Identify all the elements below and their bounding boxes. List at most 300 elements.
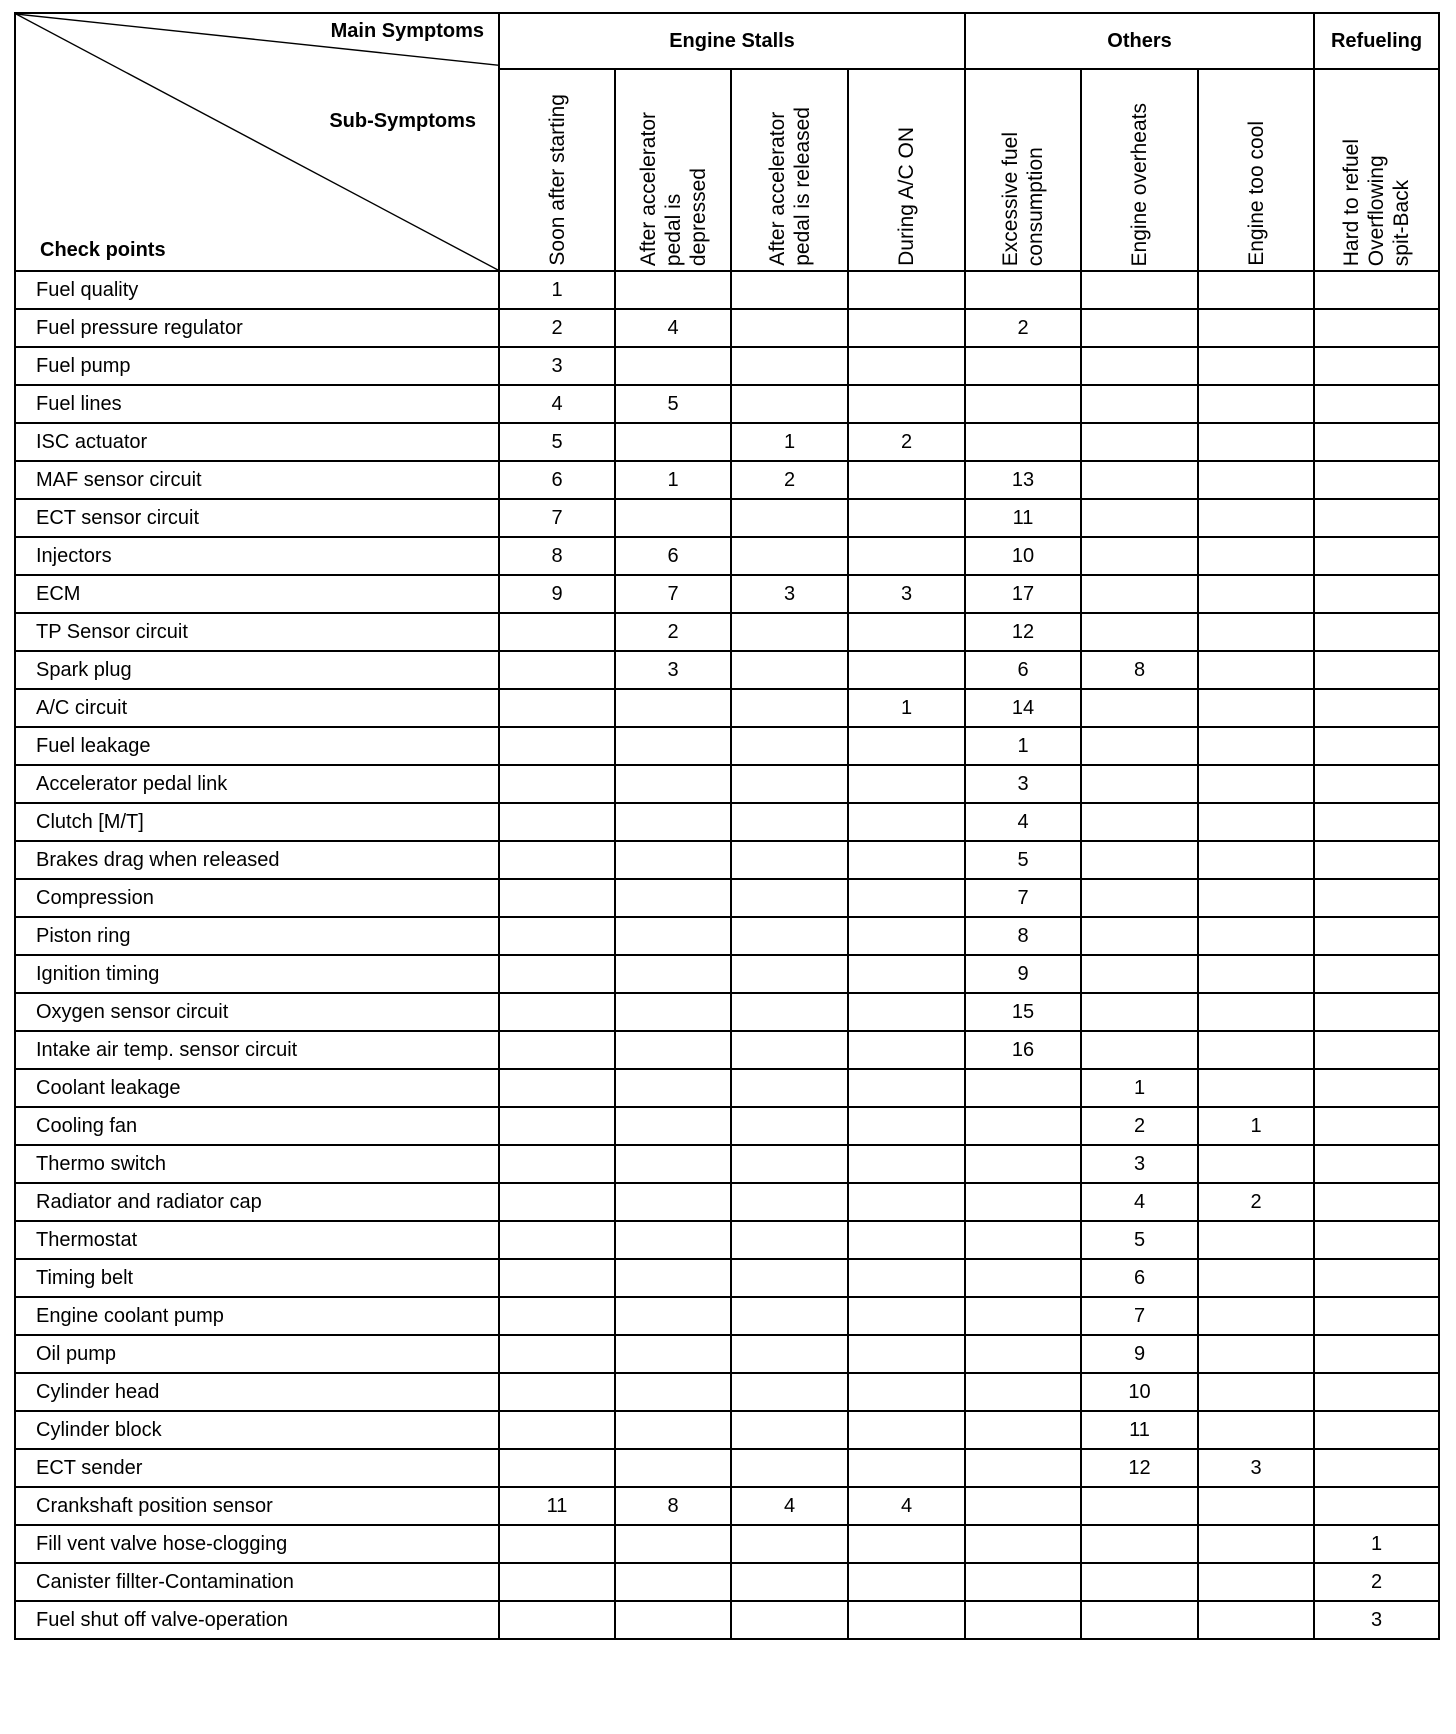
priority-cell: 8 xyxy=(499,537,615,575)
priority-cell xyxy=(1198,727,1314,765)
sub-symptom-header xyxy=(1081,69,1198,271)
check-point-name: ECM xyxy=(15,575,499,613)
priority-cell xyxy=(615,1145,731,1183)
priority-cell xyxy=(731,1069,848,1107)
priority-cell xyxy=(1314,423,1439,461)
priority-cell: 4 xyxy=(499,385,615,423)
check-point-name: Spark plug xyxy=(15,651,499,689)
priority-cell: 4 xyxy=(731,1487,848,1525)
priority-cell xyxy=(1081,1031,1198,1069)
check-point-name: Canister fillter-Contamination xyxy=(15,1563,499,1601)
priority-cell xyxy=(1198,309,1314,347)
priority-cell: 2 xyxy=(1198,1183,1314,1221)
priority-cell xyxy=(1198,423,1314,461)
priority-cell: 13 xyxy=(965,461,1081,499)
priority-cell xyxy=(1314,1069,1439,1107)
table-row xyxy=(15,879,1439,917)
priority-cell: 12 xyxy=(1081,1449,1198,1487)
table-row xyxy=(15,613,1439,651)
priority-cell xyxy=(848,955,965,993)
priority-cell xyxy=(615,727,731,765)
priority-cell xyxy=(1081,309,1198,347)
table-row xyxy=(15,1259,1439,1297)
table-row xyxy=(15,347,1439,385)
check-point-name: Radiator and radiator cap xyxy=(15,1183,499,1221)
priority-cell xyxy=(499,1411,615,1449)
sub-symptom-header xyxy=(848,69,965,271)
table-row xyxy=(15,309,1439,347)
priority-cell xyxy=(731,879,848,917)
check-point-name: Oxygen sensor circuit xyxy=(15,993,499,1031)
check-point-name: TP Sensor circuit xyxy=(15,613,499,651)
priority-cell: 6 xyxy=(965,651,1081,689)
table-row xyxy=(15,765,1439,803)
table-row xyxy=(15,1069,1439,1107)
priority-cell xyxy=(499,1069,615,1107)
priority-cell: 6 xyxy=(499,461,615,499)
priority-cell: 2 xyxy=(965,309,1081,347)
sub-symptom-header xyxy=(615,69,731,271)
priority-cell xyxy=(965,1335,1081,1373)
priority-cell xyxy=(1314,1373,1439,1411)
priority-cell xyxy=(965,271,1081,309)
priority-cell xyxy=(1314,1259,1439,1297)
priority-cell xyxy=(615,955,731,993)
check-point-name: Cylinder block xyxy=(15,1411,499,1449)
priority-cell xyxy=(731,1373,848,1411)
priority-cell xyxy=(1314,347,1439,385)
group-others: Others xyxy=(965,13,1314,69)
priority-cell xyxy=(731,1145,848,1183)
priority-cell xyxy=(1314,1411,1439,1449)
priority-cell xyxy=(848,1563,965,1601)
header-corner xyxy=(15,13,499,271)
priority-cell xyxy=(1314,917,1439,955)
table-row xyxy=(15,1563,1439,1601)
priority-cell xyxy=(731,1297,848,1335)
priority-cell xyxy=(1081,499,1198,537)
priority-cell xyxy=(499,1525,615,1563)
priority-cell xyxy=(1198,537,1314,575)
table-row xyxy=(15,385,1439,423)
priority-cell xyxy=(731,1563,848,1601)
sub-symptom-label: Excessive fuel consumption xyxy=(999,131,1048,266)
header-row-groups xyxy=(15,13,1439,69)
priority-cell xyxy=(731,1335,848,1373)
priority-cell xyxy=(1314,803,1439,841)
priority-cell xyxy=(731,1525,848,1563)
priority-cell xyxy=(1198,613,1314,651)
priority-cell xyxy=(1314,271,1439,309)
priority-cell xyxy=(965,1449,1081,1487)
priority-cell xyxy=(1314,993,1439,1031)
priority-cell xyxy=(1198,385,1314,423)
table-row xyxy=(15,1145,1439,1183)
priority-cell xyxy=(848,537,965,575)
sub-symptom-label: After accelerator pedal is released xyxy=(765,107,814,266)
priority-cell: 6 xyxy=(1081,1259,1198,1297)
priority-cell: 7 xyxy=(615,575,731,613)
priority-cell: 3 xyxy=(1081,1145,1198,1183)
table-row xyxy=(15,1373,1439,1411)
main-symptoms-label: Main Symptoms xyxy=(330,20,484,42)
priority-cell xyxy=(848,347,965,385)
priority-cell: 3 xyxy=(965,765,1081,803)
priority-cell xyxy=(731,499,848,537)
priority-cell: 10 xyxy=(1081,1373,1198,1411)
priority-cell: 2 xyxy=(848,423,965,461)
priority-cell xyxy=(731,689,848,727)
priority-cell xyxy=(499,841,615,879)
priority-cell xyxy=(1314,1449,1439,1487)
priority-cell: 3 xyxy=(731,575,848,613)
priority-cell xyxy=(1198,1297,1314,1335)
priority-cell xyxy=(1198,499,1314,537)
check-point-name: Fuel lines xyxy=(15,385,499,423)
priority-cell xyxy=(1198,1487,1314,1525)
priority-cell: 3 xyxy=(1314,1601,1439,1639)
priority-cell xyxy=(499,1335,615,1373)
priority-cell xyxy=(731,1031,848,1069)
priority-cell xyxy=(731,347,848,385)
priority-cell xyxy=(1314,461,1439,499)
priority-cell xyxy=(848,1069,965,1107)
priority-cell xyxy=(1314,1297,1439,1335)
priority-cell xyxy=(848,1449,965,1487)
check-point-name: Fill vent valve hose-clogging xyxy=(15,1525,499,1563)
priority-cell xyxy=(499,879,615,917)
priority-cell xyxy=(1081,727,1198,765)
priority-cell xyxy=(1081,575,1198,613)
priority-cell xyxy=(499,1221,615,1259)
priority-cell xyxy=(965,1259,1081,1297)
priority-cell xyxy=(848,1107,965,1145)
table-row xyxy=(15,537,1439,575)
check-point-name: Engine coolant pump xyxy=(15,1297,499,1335)
check-point-name: Timing belt xyxy=(15,1259,499,1297)
sub-symptom-header xyxy=(1314,69,1439,271)
priority-cell xyxy=(1081,347,1198,385)
priority-cell: 4 xyxy=(615,309,731,347)
priority-cell: 14 xyxy=(965,689,1081,727)
priority-cell xyxy=(848,385,965,423)
priority-cell xyxy=(1198,955,1314,993)
priority-cell xyxy=(499,955,615,993)
priority-cell xyxy=(1314,309,1439,347)
priority-cell xyxy=(499,727,615,765)
priority-cell xyxy=(848,879,965,917)
priority-cell: 1 xyxy=(731,423,848,461)
priority-cell xyxy=(499,917,615,955)
priority-cell xyxy=(965,347,1081,385)
priority-cell xyxy=(1198,271,1314,309)
priority-cell: 2 xyxy=(1081,1107,1198,1145)
priority-cell: 1 xyxy=(499,271,615,309)
priority-cell xyxy=(1081,1487,1198,1525)
priority-cell xyxy=(615,1031,731,1069)
priority-cell xyxy=(499,1145,615,1183)
sub-symptom-label: Hard to refuel Overflowing spit-Back xyxy=(1340,138,1414,266)
priority-cell xyxy=(615,765,731,803)
sub-symptom-header xyxy=(499,69,615,271)
priority-cell xyxy=(615,1563,731,1601)
priority-cell xyxy=(615,1449,731,1487)
table-row xyxy=(15,1107,1439,1145)
priority-cell xyxy=(848,1031,965,1069)
priority-cell xyxy=(848,499,965,537)
check-point-name: Oil pump xyxy=(15,1335,499,1373)
priority-cell xyxy=(1314,1183,1439,1221)
priority-cell xyxy=(1081,385,1198,423)
sub-symptom-label: After accelerator pedal is depressed xyxy=(636,111,710,266)
priority-cell xyxy=(965,1221,1081,1259)
priority-cell xyxy=(848,651,965,689)
priority-cell: 9 xyxy=(1081,1335,1198,1373)
priority-cell: 16 xyxy=(965,1031,1081,1069)
priority-cell: 9 xyxy=(965,955,1081,993)
corner-diagonals xyxy=(16,14,498,270)
priority-cell xyxy=(615,1335,731,1373)
priority-cell xyxy=(1314,1145,1439,1183)
priority-cell xyxy=(1314,727,1439,765)
table-row xyxy=(15,803,1439,841)
priority-cell xyxy=(615,1259,731,1297)
table-row xyxy=(15,1449,1439,1487)
priority-cell xyxy=(1314,613,1439,651)
priority-cell: 1 xyxy=(1198,1107,1314,1145)
priority-cell xyxy=(1314,385,1439,423)
table-row xyxy=(15,1183,1439,1221)
priority-cell: 3 xyxy=(499,347,615,385)
priority-cell xyxy=(848,803,965,841)
priority-cell xyxy=(615,1373,731,1411)
priority-cell xyxy=(731,727,848,765)
priority-cell: 1 xyxy=(615,461,731,499)
priority-cell xyxy=(1081,841,1198,879)
priority-cell: 10 xyxy=(965,537,1081,575)
priority-cell xyxy=(731,1107,848,1145)
priority-cell xyxy=(1314,1335,1439,1373)
priority-cell xyxy=(615,423,731,461)
sub-symptom-header xyxy=(965,69,1081,271)
priority-cell xyxy=(848,271,965,309)
priority-cell xyxy=(1314,765,1439,803)
priority-cell xyxy=(1198,651,1314,689)
sub-symptoms-label: Sub-Symptoms xyxy=(329,110,476,132)
check-point-name: MAF sensor circuit xyxy=(15,461,499,499)
priority-cell xyxy=(731,271,848,309)
priority-cell xyxy=(499,613,615,651)
priority-cell xyxy=(615,689,731,727)
priority-cell xyxy=(731,917,848,955)
priority-cell xyxy=(1198,689,1314,727)
priority-cell xyxy=(965,1183,1081,1221)
priority-cell xyxy=(499,1601,615,1639)
priority-cell xyxy=(1081,917,1198,955)
table-row xyxy=(15,1297,1439,1335)
priority-cell xyxy=(1081,765,1198,803)
priority-cell xyxy=(848,1145,965,1183)
priority-cell xyxy=(1081,613,1198,651)
priority-cell xyxy=(1081,955,1198,993)
priority-cell xyxy=(499,689,615,727)
priority-cell xyxy=(615,347,731,385)
priority-cell: 4 xyxy=(965,803,1081,841)
priority-cell xyxy=(615,1411,731,1449)
priority-cell xyxy=(1314,879,1439,917)
priority-cell xyxy=(1198,1145,1314,1183)
table-row xyxy=(15,461,1439,499)
priority-cell xyxy=(848,917,965,955)
priority-cell xyxy=(731,1411,848,1449)
priority-cell xyxy=(499,765,615,803)
priority-cell xyxy=(1198,879,1314,917)
priority-cell: 7 xyxy=(965,879,1081,917)
priority-cell xyxy=(1314,1107,1439,1145)
priority-cell xyxy=(1081,271,1198,309)
priority-cell xyxy=(731,309,848,347)
priority-cell xyxy=(1198,1601,1314,1639)
priority-cell: 15 xyxy=(965,993,1081,1031)
priority-cell: 3 xyxy=(615,651,731,689)
priority-cell xyxy=(499,1107,615,1145)
priority-cell xyxy=(848,765,965,803)
table-row xyxy=(15,917,1439,955)
check-point-name: ECT sensor circuit xyxy=(15,499,499,537)
priority-cell xyxy=(1198,1069,1314,1107)
priority-cell xyxy=(731,803,848,841)
priority-cell xyxy=(965,1069,1081,1107)
priority-cell: 3 xyxy=(1198,1449,1314,1487)
check-point-name: Fuel quality xyxy=(15,271,499,309)
priority-cell xyxy=(1081,1601,1198,1639)
priority-cell: 11 xyxy=(1081,1411,1198,1449)
priority-cell xyxy=(731,1259,848,1297)
sub-symptom-label: Engine overheats xyxy=(1128,102,1152,266)
table-row xyxy=(15,1487,1439,1525)
priority-cell xyxy=(965,1411,1081,1449)
priority-cell xyxy=(1081,537,1198,575)
priority-cell: 4 xyxy=(848,1487,965,1525)
priority-cell xyxy=(1198,1373,1314,1411)
priority-cell: 1 xyxy=(1081,1069,1198,1107)
sub-symptom-header xyxy=(1198,69,1314,271)
priority-cell xyxy=(1198,1259,1314,1297)
priority-cell xyxy=(1198,1563,1314,1601)
check-point-name: Brakes drag when released xyxy=(15,841,499,879)
priority-cell: 2 xyxy=(615,613,731,651)
priority-cell xyxy=(731,841,848,879)
priority-cell xyxy=(1198,461,1314,499)
check-point-name: Coolant leakage xyxy=(15,1069,499,1107)
priority-cell: 5 xyxy=(1081,1221,1198,1259)
table-row xyxy=(15,651,1439,689)
priority-cell xyxy=(615,1297,731,1335)
priority-cell: 8 xyxy=(615,1487,731,1525)
check-point-name: ECT sender xyxy=(15,1449,499,1487)
check-point-name: Cooling fan xyxy=(15,1107,499,1145)
priority-cell xyxy=(965,1297,1081,1335)
table-row xyxy=(15,955,1439,993)
priority-cell xyxy=(848,1297,965,1335)
priority-cell: 12 xyxy=(965,613,1081,651)
priority-cell xyxy=(499,651,615,689)
check-point-name: ISC actuator xyxy=(15,423,499,461)
priority-cell xyxy=(615,1221,731,1259)
priority-cell xyxy=(1198,765,1314,803)
priority-cell xyxy=(615,1525,731,1563)
priority-cell xyxy=(1314,841,1439,879)
table-row xyxy=(15,575,1439,613)
table-row xyxy=(15,841,1439,879)
priority-cell xyxy=(1314,651,1439,689)
priority-cell xyxy=(1314,955,1439,993)
priority-cell: 5 xyxy=(499,423,615,461)
priority-cell xyxy=(499,1297,615,1335)
priority-cell xyxy=(848,1335,965,1373)
priority-cell xyxy=(1198,1031,1314,1069)
priority-cell xyxy=(731,385,848,423)
priority-cell xyxy=(1198,917,1314,955)
priority-cell: 17 xyxy=(965,575,1081,613)
priority-cell xyxy=(731,1221,848,1259)
priority-cell xyxy=(848,1411,965,1449)
check-point-name: A/C circuit xyxy=(15,689,499,727)
priority-cell xyxy=(731,537,848,575)
priority-cell xyxy=(848,1525,965,1563)
check-point-name: Crankshaft position sensor xyxy=(15,1487,499,1525)
priority-cell xyxy=(1198,1525,1314,1563)
priority-cell xyxy=(731,651,848,689)
sub-symptom-label: Engine too cool xyxy=(1244,121,1268,266)
table-row xyxy=(15,1411,1439,1449)
check-point-name: Compression xyxy=(15,879,499,917)
priority-cell xyxy=(848,1183,965,1221)
priority-cell xyxy=(1198,841,1314,879)
priority-cell: 5 xyxy=(615,385,731,423)
check-point-name: Fuel leakage xyxy=(15,727,499,765)
table-row xyxy=(15,1031,1439,1069)
priority-cell xyxy=(731,1449,848,1487)
priority-cell xyxy=(1198,993,1314,1031)
table-row xyxy=(15,499,1439,537)
priority-cell xyxy=(1198,1221,1314,1259)
priority-cell: 2 xyxy=(731,461,848,499)
check-point-name: Clutch [M/T] xyxy=(15,803,499,841)
priority-cell: 2 xyxy=(499,309,615,347)
priority-cell xyxy=(731,613,848,651)
sub-symptom-label: Soon after starting xyxy=(545,94,569,266)
priority-cell: 3 xyxy=(848,575,965,613)
priority-cell xyxy=(965,1525,1081,1563)
priority-cell xyxy=(499,993,615,1031)
priority-cell xyxy=(1314,575,1439,613)
table-row xyxy=(15,1601,1439,1639)
priority-cell: 8 xyxy=(1081,651,1198,689)
priority-cell xyxy=(615,271,731,309)
priority-cell xyxy=(848,613,965,651)
priority-cell: 8 xyxy=(965,917,1081,955)
check-point-name: Fuel pump xyxy=(15,347,499,385)
priority-cell xyxy=(965,1373,1081,1411)
priority-cell: 1 xyxy=(1314,1525,1439,1563)
priority-cell: 4 xyxy=(1081,1183,1198,1221)
check-point-name: Injectors xyxy=(15,537,499,575)
check-point-name: Intake air temp. sensor circuit xyxy=(15,1031,499,1069)
priority-cell xyxy=(848,1373,965,1411)
priority-cell xyxy=(1314,499,1439,537)
priority-cell xyxy=(848,461,965,499)
